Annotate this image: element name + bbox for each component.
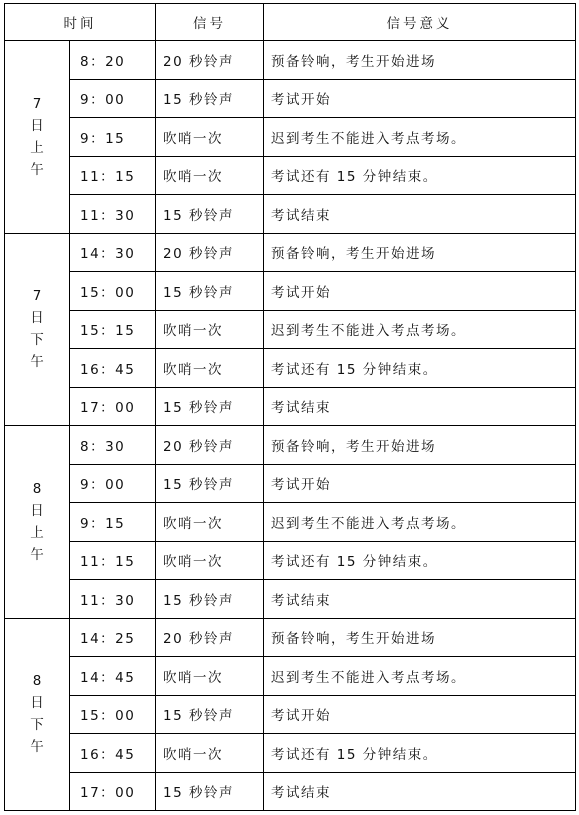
signal-cell: 15 秒铃声 bbox=[156, 195, 264, 234]
time-cell: 9：00 bbox=[70, 464, 156, 503]
signal-cell: 20 秒铃声 bbox=[156, 426, 264, 465]
meaning-cell: 考试结束 bbox=[264, 772, 576, 811]
signal-cell: 吹哨一次 bbox=[156, 349, 264, 388]
meaning-cell: 考试还有 15 分钟结束。 bbox=[264, 734, 576, 773]
signal-cell: 吹哨一次 bbox=[156, 541, 264, 580]
table-row bbox=[5, 657, 576, 696]
time-cell: 11：30 bbox=[70, 580, 156, 619]
time-cell: 17：00 bbox=[70, 387, 156, 426]
time-cell: 9：15 bbox=[70, 118, 156, 157]
meaning-cell: 考试还有 15 分钟结束。 bbox=[264, 156, 576, 195]
table-row bbox=[5, 503, 576, 542]
meaning-cell: 考试开始 bbox=[264, 464, 576, 503]
time-cell: 15：00 bbox=[70, 695, 156, 734]
table-row bbox=[5, 580, 576, 619]
signal-cell: 吹哨一次 bbox=[156, 310, 264, 349]
meaning-cell: 预备铃响，考生开始进场 bbox=[264, 233, 576, 272]
header-meaning: 信号意义 bbox=[264, 4, 576, 41]
meaning-cell: 预备铃响，考生开始进场 bbox=[264, 426, 576, 465]
time-cell: 14：25 bbox=[70, 618, 156, 657]
header-row bbox=[5, 4, 576, 41]
time-cell: 15：15 bbox=[70, 310, 156, 349]
meaning-cell: 预备铃响，考生开始进场 bbox=[264, 618, 576, 657]
meaning-cell: 迟到考生不能进入考点考场。 bbox=[264, 310, 576, 349]
signal-cell: 15 秒铃声 bbox=[156, 695, 264, 734]
table-row bbox=[5, 387, 576, 426]
signal-cell: 15 秒铃声 bbox=[156, 272, 264, 311]
meaning-cell: 考试开始 bbox=[264, 272, 576, 311]
table-row bbox=[5, 79, 576, 118]
session-label bbox=[5, 233, 70, 426]
table-row bbox=[5, 272, 576, 311]
table-row bbox=[5, 349, 576, 388]
meaning-cell: 考试结束 bbox=[264, 387, 576, 426]
meaning-cell: 考试还有 15 分钟结束。 bbox=[264, 541, 576, 580]
signal-cell: 15 秒铃声 bbox=[156, 387, 264, 426]
signal-cell: 吹哨一次 bbox=[156, 734, 264, 773]
signal-cell: 吹哨一次 bbox=[156, 503, 264, 542]
signal-cell: 15 秒铃声 bbox=[156, 580, 264, 619]
time-cell: 15：00 bbox=[70, 272, 156, 311]
header-time: 时间 bbox=[5, 4, 156, 41]
signal-cell: 15 秒铃声 bbox=[156, 79, 264, 118]
signal-cell: 15 秒铃声 bbox=[156, 772, 264, 811]
session-label bbox=[5, 426, 70, 619]
table-row bbox=[5, 310, 576, 349]
time-cell: 8：30 bbox=[70, 426, 156, 465]
time-cell: 9：15 bbox=[70, 503, 156, 542]
meaning-cell: 考试开始 bbox=[264, 695, 576, 734]
signal-cell: 15 秒铃声 bbox=[156, 464, 264, 503]
meaning-cell: 考试结束 bbox=[264, 195, 576, 234]
time-cell: 9：00 bbox=[70, 79, 156, 118]
time-cell: 16：45 bbox=[70, 349, 156, 388]
table-row bbox=[5, 41, 576, 80]
meaning-cell: 迟到考生不能进入考点考场。 bbox=[264, 503, 576, 542]
table-row bbox=[5, 734, 576, 773]
session-label-text: 8日上午 bbox=[30, 480, 44, 563]
table-body bbox=[5, 41, 576, 811]
time-cell: 11：15 bbox=[70, 156, 156, 195]
signal-cell: 吹哨一次 bbox=[156, 156, 264, 195]
signal-cell: 20 秒铃声 bbox=[156, 41, 264, 80]
table-row bbox=[5, 156, 576, 195]
table-row bbox=[5, 695, 576, 734]
time-cell: 11：15 bbox=[70, 541, 156, 580]
time-cell: 11：30 bbox=[70, 195, 156, 234]
exam-signal-table bbox=[4, 3, 576, 811]
meaning-cell: 考试结束 bbox=[264, 580, 576, 619]
meaning-cell: 迟到考生不能进入考点考场。 bbox=[264, 657, 576, 696]
table-header bbox=[5, 4, 576, 41]
session-label-text: 7日下午 bbox=[30, 288, 44, 371]
table-row bbox=[5, 772, 576, 811]
signal-cell: 20 秒铃声 bbox=[156, 618, 264, 657]
time-cell: 17：00 bbox=[70, 772, 156, 811]
table-row bbox=[5, 233, 576, 272]
meaning-cell: 考试开始 bbox=[264, 79, 576, 118]
session-label-text: 8日下午 bbox=[30, 673, 44, 756]
time-cell: 16：45 bbox=[70, 734, 156, 773]
table-row bbox=[5, 118, 576, 157]
table-row bbox=[5, 618, 576, 657]
meaning-cell: 迟到考生不能进入考点考场。 bbox=[264, 118, 576, 157]
time-cell: 14：30 bbox=[70, 233, 156, 272]
signal-cell: 20 秒铃声 bbox=[156, 233, 264, 272]
table-row bbox=[5, 195, 576, 234]
signal-cell: 吹哨一次 bbox=[156, 657, 264, 696]
time-cell: 14：45 bbox=[70, 657, 156, 696]
signal-cell: 吹哨一次 bbox=[156, 118, 264, 157]
table-row bbox=[5, 541, 576, 580]
header-signal: 信号 bbox=[156, 4, 264, 41]
session-label-text: 7日上午 bbox=[30, 95, 44, 178]
session-label bbox=[5, 41, 70, 234]
table-row bbox=[5, 426, 576, 465]
session-label bbox=[5, 618, 70, 811]
meaning-cell: 预备铃响，考生开始进场 bbox=[264, 41, 576, 80]
time-cell: 8：20 bbox=[70, 41, 156, 80]
table-row bbox=[5, 464, 576, 503]
meaning-cell: 考试还有 15 分钟结束。 bbox=[264, 349, 576, 388]
